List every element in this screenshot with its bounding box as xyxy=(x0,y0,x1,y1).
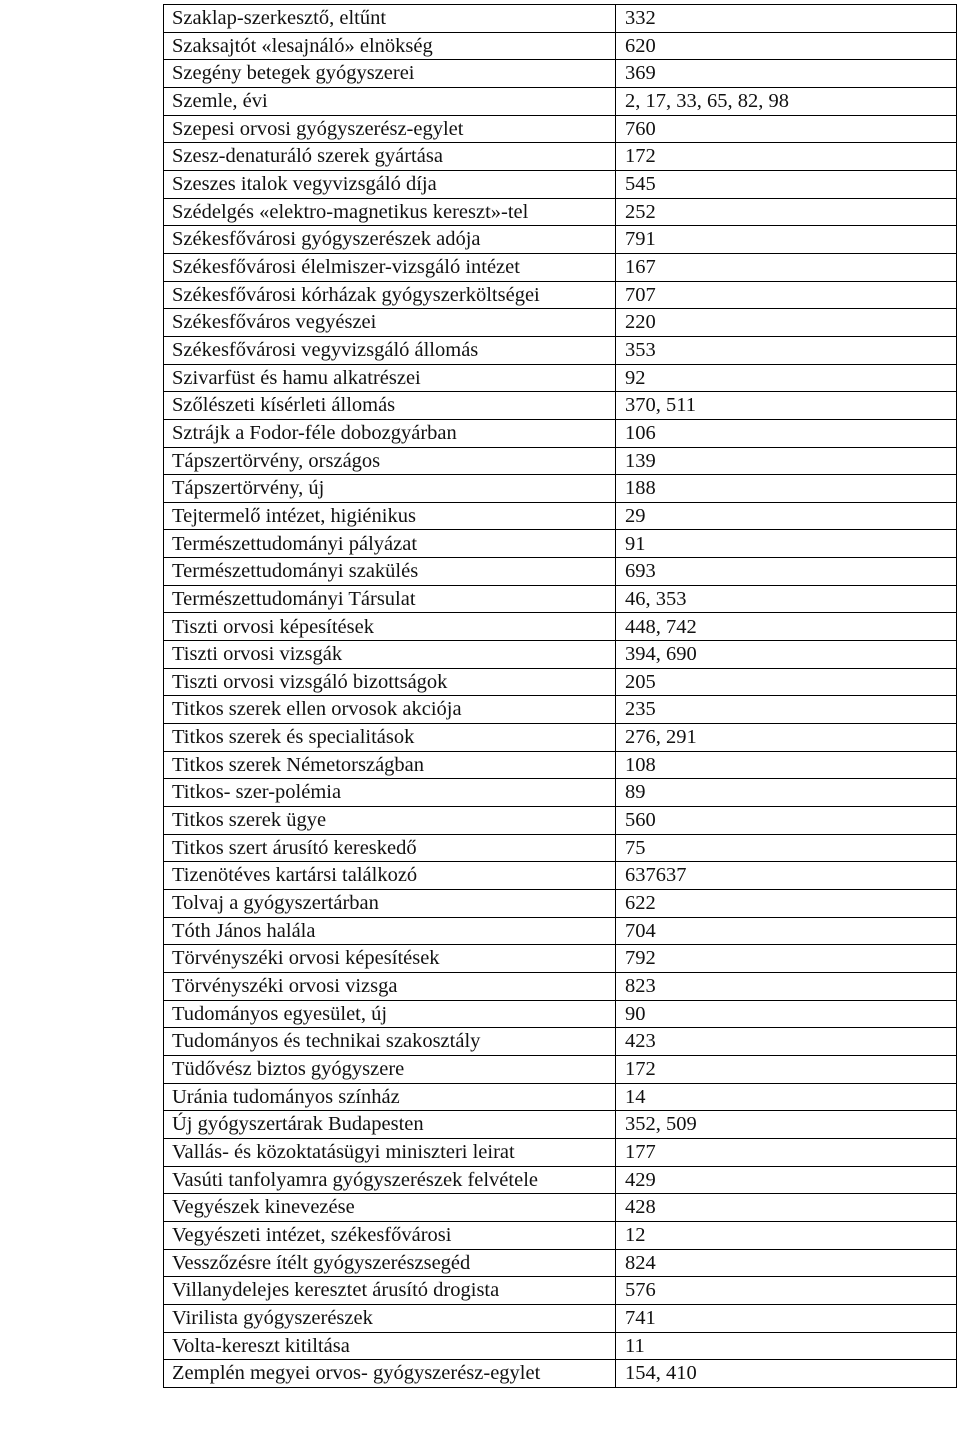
index-table-body xyxy=(164,5,957,1388)
table-row xyxy=(164,336,957,364)
table-row xyxy=(164,364,957,392)
table-row xyxy=(164,253,957,281)
index-term: Természettudományi szakülés xyxy=(164,558,616,586)
table-row xyxy=(164,585,957,613)
index-term: Természettudományi pályázat xyxy=(164,530,616,558)
index-term: Szőlészeti kísérleti állomás xyxy=(164,392,616,420)
table-row xyxy=(164,1332,957,1360)
index-term: Szédelgés «elektro-magnetikus kereszt»-tel xyxy=(164,198,616,226)
page-numbers: 352, 509 xyxy=(616,1111,957,1139)
index-table xyxy=(163,4,957,1388)
page-numbers: 91 xyxy=(616,530,957,558)
page-numbers: 545 xyxy=(616,170,957,198)
index-term: Titkos szerek és specialitások xyxy=(164,724,616,752)
page-numbers: 172 xyxy=(616,143,957,171)
table-row xyxy=(164,1249,957,1277)
table-row xyxy=(164,668,957,696)
page-numbers: 12 xyxy=(616,1221,957,1249)
page-numbers: 2, 17, 33, 65, 82, 98 xyxy=(616,87,957,115)
index-term: Székesfővárosi vegyvizsgáló állomás xyxy=(164,336,616,364)
page-numbers: 332 xyxy=(616,5,957,33)
page-numbers: 154, 410 xyxy=(616,1360,957,1388)
page-numbers: 824 xyxy=(616,1249,957,1277)
index-term: Vallás- és közoktatásügyi miniszteri leirat xyxy=(164,1138,616,1166)
table-row xyxy=(164,1028,957,1056)
page-numbers: 220 xyxy=(616,309,957,337)
index-term: Titkos- szer-polémia xyxy=(164,779,616,807)
page-numbers: 172 xyxy=(616,1055,957,1083)
index-term: Szegény betegek gyógyszerei xyxy=(164,60,616,88)
index-term: Tizenötéves kartársi találkozó xyxy=(164,862,616,890)
page-numbers: 622 xyxy=(616,890,957,918)
table-row xyxy=(164,475,957,503)
table-row xyxy=(164,1083,957,1111)
table-row xyxy=(164,751,957,779)
page-numbers: 177 xyxy=(616,1138,957,1166)
table-row xyxy=(164,1304,957,1332)
index-term: Székesfővárosi élelmiszer-vizsgáló intézet xyxy=(164,253,616,281)
page-numbers: 276, 291 xyxy=(616,724,957,752)
table-row xyxy=(164,198,957,226)
index-term: Tolvaj a gyógyszertárban xyxy=(164,890,616,918)
page-numbers: 760 xyxy=(616,115,957,143)
index-term: Villanydelejes keresztet árusító drogista xyxy=(164,1277,616,1305)
index-term: Szaklap-szerkesztő, eltűnt xyxy=(164,5,616,33)
page-numbers: 106 xyxy=(616,419,957,447)
page-numbers: 791 xyxy=(616,226,957,254)
page-numbers: 560 xyxy=(616,807,957,835)
index-term: Zemplén megyei orvos- gyógyszerész-egylet xyxy=(164,1360,616,1388)
page-numbers: 428 xyxy=(616,1194,957,1222)
index-term: Virilista gyógyszerészek xyxy=(164,1304,616,1332)
page-numbers: 75 xyxy=(616,834,957,862)
table-row xyxy=(164,807,957,835)
index-term: Vegyészeti intézet, székesfővárosi xyxy=(164,1221,616,1249)
page-numbers: 205 xyxy=(616,668,957,696)
table-row xyxy=(164,1111,957,1139)
table-row xyxy=(164,87,957,115)
table-row xyxy=(164,641,957,669)
table-row xyxy=(164,945,957,973)
page-numbers: 139 xyxy=(616,447,957,475)
index-term: Titkos szerek Németországban xyxy=(164,751,616,779)
table-row xyxy=(164,890,957,918)
index-term: Vegyészek kinevezése xyxy=(164,1194,616,1222)
page-numbers: 11 xyxy=(616,1332,957,1360)
table-row xyxy=(164,530,957,558)
table-row xyxy=(164,862,957,890)
page-numbers: 704 xyxy=(616,917,957,945)
index-term: Tiszti orvosi képesítések xyxy=(164,613,616,641)
page-numbers: 394, 690 xyxy=(616,641,957,669)
table-row xyxy=(164,613,957,641)
page-numbers: 792 xyxy=(616,945,957,973)
index-term: Tápszertörvény, új xyxy=(164,475,616,503)
table-row xyxy=(164,1194,957,1222)
index-term: Tudományos egyesület, új xyxy=(164,1000,616,1028)
index-term: Természettudományi Társulat xyxy=(164,585,616,613)
page-numbers: 252 xyxy=(616,198,957,226)
table-row xyxy=(164,1055,957,1083)
table-row xyxy=(164,392,957,420)
page-numbers: 423 xyxy=(616,1028,957,1056)
page-numbers: 92 xyxy=(616,364,957,392)
index-term: Szepesi orvosi gyógyszerész-egylet xyxy=(164,115,616,143)
page-numbers: 823 xyxy=(616,972,957,1000)
page-numbers: 707 xyxy=(616,281,957,309)
page-numbers: 29 xyxy=(616,502,957,530)
index-term: Tiszti orvosi vizsgáló bizottságok xyxy=(164,668,616,696)
index-term: Székesfővárosi gyógyszerészek adója xyxy=(164,226,616,254)
page-numbers: 46, 353 xyxy=(616,585,957,613)
page-numbers: 14 xyxy=(616,1083,957,1111)
table-row xyxy=(164,1277,957,1305)
index-term: Sztrájk a Fodor-féle dobozgyárban xyxy=(164,419,616,447)
index-term: Új gyógyszertárak Budapesten xyxy=(164,1111,616,1139)
index-term: Tiszti orvosi vizsgák xyxy=(164,641,616,669)
index-term: Szeszes italok vegyvizsgáló díja xyxy=(164,170,616,198)
index-term: Tápszertörvény, országos xyxy=(164,447,616,475)
index-term: Vasúti tanfolyamra gyógyszerészek felvétele xyxy=(164,1166,616,1194)
index-term: Törvényszéki orvosi képesítések xyxy=(164,945,616,973)
index-term: Titkos szert árusító kereskedő xyxy=(164,834,616,862)
index-term: Törvényszéki orvosi vizsga xyxy=(164,972,616,1000)
index-term: Titkos szerek ellen orvosok akciója xyxy=(164,696,616,724)
index-term: Szaksajtót «lesajnáló» elnökség xyxy=(164,32,616,60)
table-row xyxy=(164,1166,957,1194)
page-numbers: 620 xyxy=(616,32,957,60)
index-term: Székesfővárosi kórházak gyógyszerköltségei xyxy=(164,281,616,309)
table-row xyxy=(164,696,957,724)
page-numbers: 188 xyxy=(616,475,957,503)
table-row xyxy=(164,447,957,475)
table-row xyxy=(164,917,957,945)
table-row xyxy=(164,1138,957,1166)
index-term: Szivarfüst és hamu alkatrészei xyxy=(164,364,616,392)
table-row xyxy=(164,309,957,337)
table-row xyxy=(164,834,957,862)
index-term: Titkos szerek ügye xyxy=(164,807,616,835)
index-term: Tejtermelő intézet, higiénikus xyxy=(164,502,616,530)
index-term: Tóth János halála xyxy=(164,917,616,945)
page-numbers: 448, 742 xyxy=(616,613,957,641)
page-numbers: 741 xyxy=(616,1304,957,1332)
page-numbers: 637637 xyxy=(616,862,957,890)
page-numbers: 693 xyxy=(616,558,957,586)
table-row xyxy=(164,779,957,807)
page-numbers: 90 xyxy=(616,1000,957,1028)
table-row xyxy=(164,5,957,33)
index-term: Tüdővész biztos gyógyszere xyxy=(164,1055,616,1083)
page-numbers: 370, 511 xyxy=(616,392,957,420)
table-row xyxy=(164,1000,957,1028)
index-term: Volta-kereszt kitiltása xyxy=(164,1332,616,1360)
index-term: Uránia tudományos színház xyxy=(164,1083,616,1111)
table-row xyxy=(164,143,957,171)
table-row xyxy=(164,502,957,530)
index-term: Székesfőváros vegyészei xyxy=(164,309,616,337)
table-row xyxy=(164,1221,957,1249)
page-numbers: 235 xyxy=(616,696,957,724)
table-row xyxy=(164,32,957,60)
page-numbers: 108 xyxy=(616,751,957,779)
table-row xyxy=(164,115,957,143)
page-numbers: 429 xyxy=(616,1166,957,1194)
table-row xyxy=(164,419,957,447)
table-row xyxy=(164,170,957,198)
page-numbers: 353 xyxy=(616,336,957,364)
page-numbers: 167 xyxy=(616,253,957,281)
index-term: Szesz-denaturáló szerek gyártása xyxy=(164,143,616,171)
index-term: Tudományos és technikai szakosztály xyxy=(164,1028,616,1056)
index-term: Szemle, évi xyxy=(164,87,616,115)
page-numbers: 89 xyxy=(616,779,957,807)
page-numbers: 576 xyxy=(616,1277,957,1305)
table-row xyxy=(164,226,957,254)
table-row xyxy=(164,558,957,586)
table-row xyxy=(164,972,957,1000)
index-term: Vesszőzésre ítélt gyógyszerészsegéd xyxy=(164,1249,616,1277)
page-numbers: 369 xyxy=(616,60,957,88)
table-row xyxy=(164,724,957,752)
table-row xyxy=(164,60,957,88)
table-row xyxy=(164,281,957,309)
table-row xyxy=(164,1360,957,1388)
